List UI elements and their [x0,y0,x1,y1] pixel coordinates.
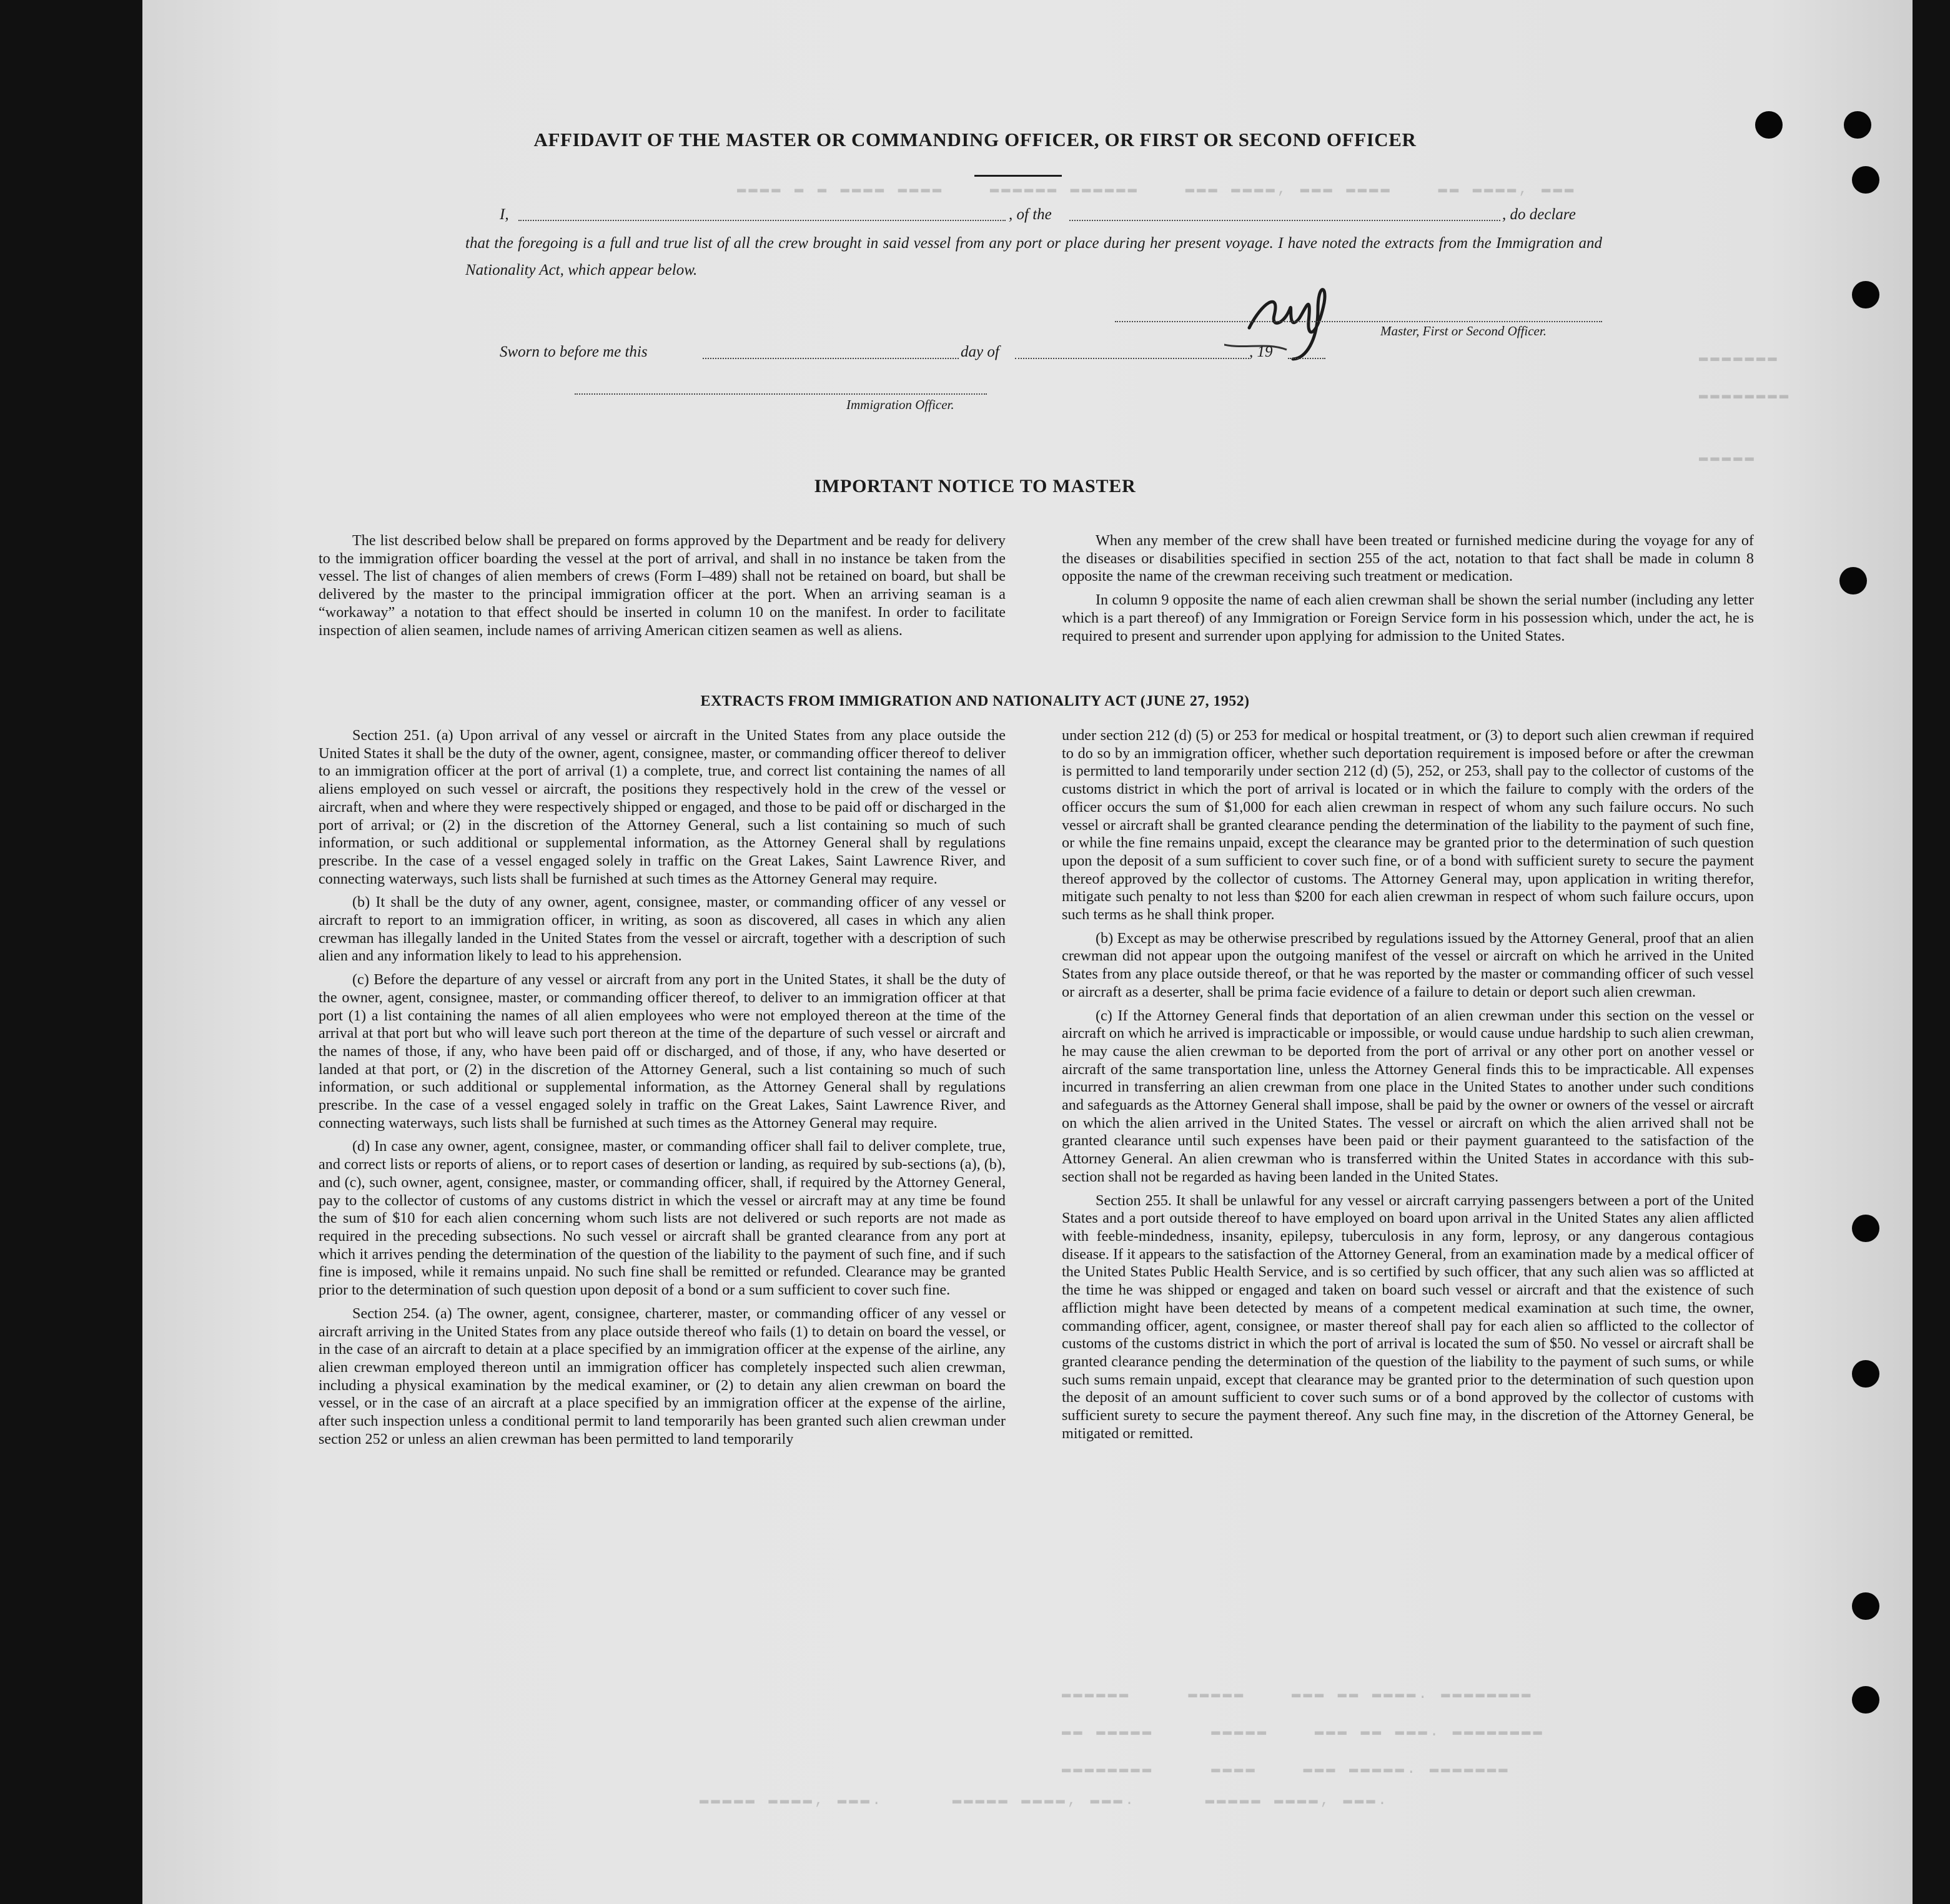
bleed-through-text: ▬▬▬▬ ▬ ▬ ▬▬▬▬ ▬▬▬▬ ▬▬▬▬▬▬ ▬▬▬▬▬▬ ▬▬▬ ▬▬▬▬, ▬▬▬ ▬▬▬▬ ▬▬ ▬▬▬▬, ▬▬▬ [737,181,1576,198]
extracts-heading: EXTRACTS FROM IMMIGRATION AND NATIONALITY ACT (JUNE 27, 1952) [700,693,1250,709]
name-blank [518,220,1006,221]
immigration-officer-blank [575,393,987,395]
affidavit-title: AFFIDAVIT OF THE MASTER OR COMMANDING OFFICER, OR FIRST OR SECOND OFFICER [533,129,1417,150]
notice-paragraph: In column 9 opposite the name of each alien crewman shall be shown the serial number (including any letter which is a part thereof) of any Immigration or Foreign Service form in his possession which, under the act, he is required to present and surrender upon applying for admission to the United States. [1062,591,1754,644]
year-blank [1288,358,1325,359]
section-251d: (d) In case any owner, agent, consignee, master, or commanding officer shall fail to deliver complete, true, and correct lists or reports of aliens, or to report cases of desertion or landing, as required by sub-sections (a), (b), and (c), such owner, agent, consignee, master, or commanding officer, shall, if required by the Attorney General, pay to the collector of customs of any customs district in which the vessel or aircraft may at any time be found the sum of $10 for each alien concerning whom such lists are not delivered or such reports are not made as required in the preceding subsections. No such vessel or aircraft shall be granted clearance from any port at which it arrives pending the determination of the question of the liability to the payment of such fine, and if such fine is imposed, while it remains unpaid. No such fine shall be remitted or refunded. Clearance may be granted prior to the determination of such question upon deposit of a bond or a sum sufficient to cover such fine. [319,1138,1006,1299]
day-of-label: day of [961,343,999,360]
extracts-left-column [319,727,1006,1448]
sworn-label: Sworn to before me this [500,343,648,360]
i-label: I, [500,206,509,223]
bleed-through-text: ▬▬▬▬▬ ▬▬▬▬, ▬▬▬. ▬▬▬▬▬ ▬▬▬▬, ▬▬▬. ▬▬▬▬▬ ▬▬▬▬, ▬▬▬. [700,1792,1390,1809]
bleed-through-text: ▬▬▬▬▬▬▬▬ ▬▬▬▬ ▬▬▬ ▬▬▬▬▬. ▬▬▬▬▬▬▬ [1062,1761,1510,1778]
notice-paragraph: When any member of the crew shall have been treated or furnished medicine during the voyage for any of the diseases or disabilities specified in section 255 of the act, notation to that fact shall be made in column 8 opposite the name of the crewman receiving such treatment or medication. [1062,532,1754,585]
bleed-through-text: ▬▬ ▬▬▬▬▬ ▬▬▬▬▬ ▬▬▬ ▬▬ ▬▬▬. ▬▬▬▬▬▬▬▬ [1062,1724,1545,1740]
master-signature-blank [1115,321,1602,322]
declaration-text: that the foregoing is a full and true list of all the crew brought in said vessel from any port or place during her present voyage. I have noted the extracts from the Immigration and Nationality Act, which appear below. [465,235,1602,279]
section-251b: (b) It shall be the duty of any owner, agent, consignee, master, or commanding officer of any vessel or aircraft to report to an immigration officer, in writing, as soon as discovered, all cases in which any alien crewman has illegally landed in the United States from the vessel or aircraft, together with a description of such alien and any information likely to lead to his apprehension. [319,894,1006,965]
section-254a: Section 254. (a) The owner, agent, consignee, charterer, master, or commanding officer of any vessel or aircraft arriving in the United States from any place outside thereof who fails (1) to detain on board the vessel, or in the case of an aircraft to detain at a place specified by an immigration officer at the expense of the airline, any alien crewman employed thereon until an immigration officer has completely inspected such alien crewman, including a physical examination by the medical examiner, or (2) to detain any alien crewman on board the vessel, or in the case of an aircraft at a place specified by an immigration officer at the expense of the airline, after such inspection unless a conditional permit to land temporarily has been granted such alien crewman under section 252 or unless an alien crewman has been permitted to land temporarily [319,1305,1006,1448]
title-divider [974,175,1062,177]
vessel-blank [1069,220,1500,221]
notice-paragraph: The list described below shall be prepared on forms approved by the Department and be ready for delivery to the immigration officer boarding the vessel at the port of arrival, and shall in no instance be taken from the vessel. The list of changes of alien members of crews (Form I–489) shall not be retained on board, but shall be delivered by the master to the principal immigration officer at the port. When an arriving seaman is a “workaway” a notation to that effect should be inserted in column 10 on the manifest. In order to facilitate inspection of alien seamen, include names of arriving American citizen seamen as well as aliens. [319,532,1006,639]
bleed-through-text: ▬▬▬▬▬▬▬ [1699,350,1779,367]
section-255: Section 255. It shall be unlawful for any vessel or aircraft carrying passengers between a port of the United States and a port outside thereof to have employed on board upon arrival in the United States any alien afflicted with feeble-mindedness, insanity, epilepsy, tuberculosis in any form, leprosy, or any dangerous contagious disease. If it appears to the satisfaction of the Attorney General, from an examination made by a medical officer of the United States Public Health Service, and is so certified by such officer, that any such alien was so afflicted at the time he was shipped or engaged and taken on board such vessel or aircraft and that the existence of such affliction might have been detected by means of a competent medical examination at such time, the owner, commanding officer, agent, consignee, or master thereof shall pay for each alien so afflicted to the collector of customs of the customs district in which the port of arrival is located the sum of $50. No vessel or aircraft shall be granted clearance pending the determination of the question of the liability to the payment of such sums, or while such sums remain unpaid, except that clearance may be granted prior to the determination of such question upon the deposit of an amount sufficient to cover such sums or of a bond approved by the collector of customs with sufficient surety to secure the payment thereof. Any such fine may, in the discretion of the Attorney General, be mitigated or remitted. [1062,1191,1754,1442]
notice-heading: IMPORTANT NOTICE TO MASTER [814,476,1136,496]
master-signature-label: Master, First or Second Officer. [1380,323,1547,338]
immigration-officer-label: Immigration Officer. [846,397,954,412]
section-251a: Section 251. (a) Upon arrival of any vessel or aircraft in the United States from any place outside the United States it shall be the duty of the owner, agent, consignee, master, or commanding officer thereof to deliver to an immigration officer at the port of arrival (1) a complete, true, and correct list containing the names of all aliens employed on such vessel or aircraft, the positions they respectively hold in the crew of the vessel or aircraft, when and where they were respectively shipped or engaged, and those to be paid off or discharged in the port of arrival; or (2) in the discretion of the Attorney General, such a list containing so much of such information, or such additional or supplemental information, as the Attorney General shall by regulations prescribe. In the case of a vessel engaged solely in traffic on the Great Lakes, Saint Lawrence River, and connecting waterways, such lists shall be furnished at such times as the Attorney General may require. [319,727,1006,887]
section-254c: (c) If the Attorney General finds that deportation of an alien crewman under this section on the vessel or aircraft on which he arrived is impracticable or impossible, or would cause undue hardship to such alien crewman, he may cause the alien crewman to be deported from the port of arrival or any other port on another vessel or aircraft of the same transportation line, unless the Attorney General finds this to be impracticable. All expenses incurred in transferring an alien crewman from one place in the United States to another under such conditions and safeguards as the Attorney General shall impose, shall be paid by the owner or owners of the vessel or aircraft on which the alien arrived in the United States. The vessel or aircraft on which the alien arrived shall not be granted clearance until such expenses have been paid or their payment guaranteed to the satisfaction of the Attorney General. An alien crewman who is transferred within the United States in accordance with this sub-section shall not be regarded as having been landed in the United States. [1062,1007,1754,1185]
section-254a-continued: under section 212 (d) (5) or 253 for medical or hospital treatment, or (3) to deport such alien crewman if required to do so by an immigration officer, whether such deportation requirement is imposed before or after the crewman is permitted to land temporarily under section 212 (d) (5), 252, or 253, shall pay to the collector of customs of the customs district in which the port of arrival is located or in which the failure to comply with the orders of the officer occurs the sum of $1,000 for each alien crewman in respect of whom any such failure occurs. No such vessel or aircraft shall be granted clearance pending the determination of the liability to the payment of such fine, or while the fine remains unpaid, except the clearance may be granted prior to the determination of such question upon the deposit of a sum sufficient to cover such fine, or of a bond with sufficient surety to secure the payment thereof approved by the collector of customs. The Attorney General may, upon application in writing therefor, mitigate such penalty to not less than $200 for each alien crewman in respect of whom such failure occurs, upon such terms as he shall think proper. [1062,727,1754,924]
year-label: , 19 [1249,343,1273,360]
punch-hole [1852,281,1879,308]
bleed-through-text: ▬▬▬▬▬▬▬▬ [1699,387,1791,404]
punch-hole [1852,1215,1879,1242]
notice-right-column [1062,532,1754,645]
do-declare-label: , do declare [1502,206,1576,223]
punch-hole [1852,166,1879,194]
notice-left-column [319,532,1006,639]
bleed-through-text: ▬▬▬▬▬▬ ▬▬▬▬▬ ▬▬▬ ▬▬ ▬▬▬▬. ▬▬▬▬▬▬▬▬ [1062,1686,1533,1703]
sworn-day-blank [703,358,959,359]
section-254b: (b) Except as may be otherwise prescribed by regulations issued by the Attorney General, proof that an alien crewman did not appear upon the outgoing manifest of the vessel or aircraft on which he arrived in the United States from any place outside thereof, or that he was reported by the master or commanding officer of such vessel or aircraft as a deserter, shall be prima facie evidence of a failure to detain or deport such alien crewman. [1062,929,1754,1000]
extracts-right-column [1062,727,1754,1443]
of-the-label: , of the [1009,206,1052,223]
punch-hole [1852,1592,1879,1620]
bleed-through-text: ▬▬▬▬▬ [1699,450,1757,466]
section-251c: (c) Before the departure of any vessel or aircraft from any port in the United States, it shall be the duty of the owner, agent, consignee, master, or commanding officer thereof, to deliver to an immigration officer at that port (1) a list containing the names of all alien employees who were not employed thereon at the time of the arrival at that port but who will leave such port thereon at the time of the departure of such vessel or aircraft and the names of those, if any, who have been paid off or discharged, and of those, if any, who have deserted or landed at that port, or (2) in the discretion of the Attorney General, such a list containing so much of such information, or such additional or supplemental information, as the Attorney General shall by regulations prescribe. In the case of a vessel engaged solely in traffic on the Great Lakes, Saint Lawrence River, and connecting waterways, such lists shall be furnished at such times as the Attorney General may require. [319,971,1006,1132]
punch-hole [1839,567,1867,594]
sworn-month-blank [1015,358,1249,359]
punch-hole [1852,1686,1879,1714]
punch-hole [1852,1360,1879,1388]
